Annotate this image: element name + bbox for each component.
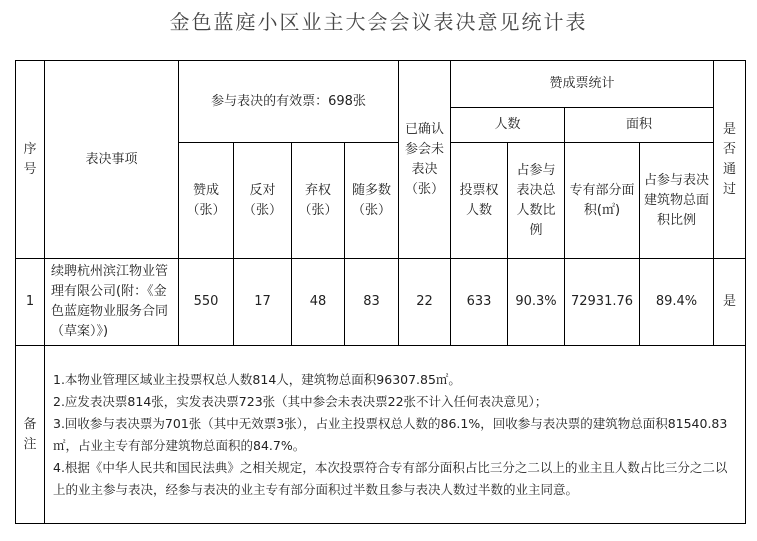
cell-oppose: 17	[234, 259, 292, 346]
page-title: 金色蓝庭小区业主大会会议表决意见统计表	[169, 10, 588, 34]
header-passed: 是否通过	[714, 61, 746, 259]
header-matter: 表决事项	[45, 61, 179, 259]
cell-exclusive-area: 72931.76	[565, 259, 640, 346]
table-row	[16, 259, 746, 346]
header-vote-right-count: 投票权人数	[451, 143, 508, 259]
header-follow-majority: 随多数（张）	[345, 143, 399, 259]
header-abstain: 弃权（张）	[292, 143, 345, 259]
header-confirmed-absent: 已确认参会未表决（张）	[399, 61, 451, 259]
cell-abstain: 48	[292, 259, 345, 346]
notes-content	[45, 346, 746, 524]
notes-label: 备注	[16, 346, 45, 524]
cell-matter: 续聘杭州滨江物业管理有限公司(附：《金色蓝庭物业服务合同（草案）》)	[45, 259, 179, 346]
cell-headcount-ratio: 90.3%	[508, 259, 565, 346]
header-oppose: 反对（张）	[234, 143, 292, 259]
cell-vote-right-count: 633	[451, 259, 508, 346]
cell-follow-majority: 83	[345, 259, 399, 346]
cell-area-ratio: 89.4%	[640, 259, 714, 346]
note-line: 4.根据《中华人民共和国民法典》之相关规定，本次投票符合专有部分面积占比三分之二以上的业主且人数占比三分之二以上的业主参与表决，经参与表决的业主专有部分面积过半数且参与表决人数过半数的业主同意。	[53, 459, 728, 497]
cell-passed: 是	[714, 259, 746, 346]
note-line: 1.本物业管理区域业主投票权总人数814人，建筑物总面积96307.85㎡。	[53, 371, 461, 387]
cell-approve: 550	[179, 259, 234, 346]
cell-seq: 1	[16, 259, 45, 346]
header-headcount: 人数	[451, 108, 565, 143]
cell-confirmed-absent: 22	[399, 259, 451, 346]
header-area-ratio: 占参与表决建筑物总面积比例	[640, 143, 714, 259]
header-area: 面积	[565, 108, 714, 143]
note-line: 3.回收参与表决票为701张（其中无效票3张），占业主投票权总人数的86.1%，回收参与表决票的建筑物总面积81540.83㎡，占业主专有部分建筑物总面积的84.7%。	[53, 415, 728, 453]
header-approve-stats: 赞成票统计	[451, 61, 714, 108]
note-line: 2.应发表决票814张，实发表决票723张（其中参会未表决票22张不计入任何表决意见）；	[53, 393, 548, 409]
vote-statistics-table	[15, 60, 746, 524]
header-seq: 序号	[16, 61, 45, 259]
header-exclusive-area: 专有部分面积(㎡)	[565, 143, 640, 259]
header-approve: 赞成（张）	[179, 143, 234, 259]
header-headcount-ratio: 占参与表决总人数比例	[508, 143, 565, 259]
header-valid-votes: 参与表决的有效票：698张	[179, 61, 399, 143]
